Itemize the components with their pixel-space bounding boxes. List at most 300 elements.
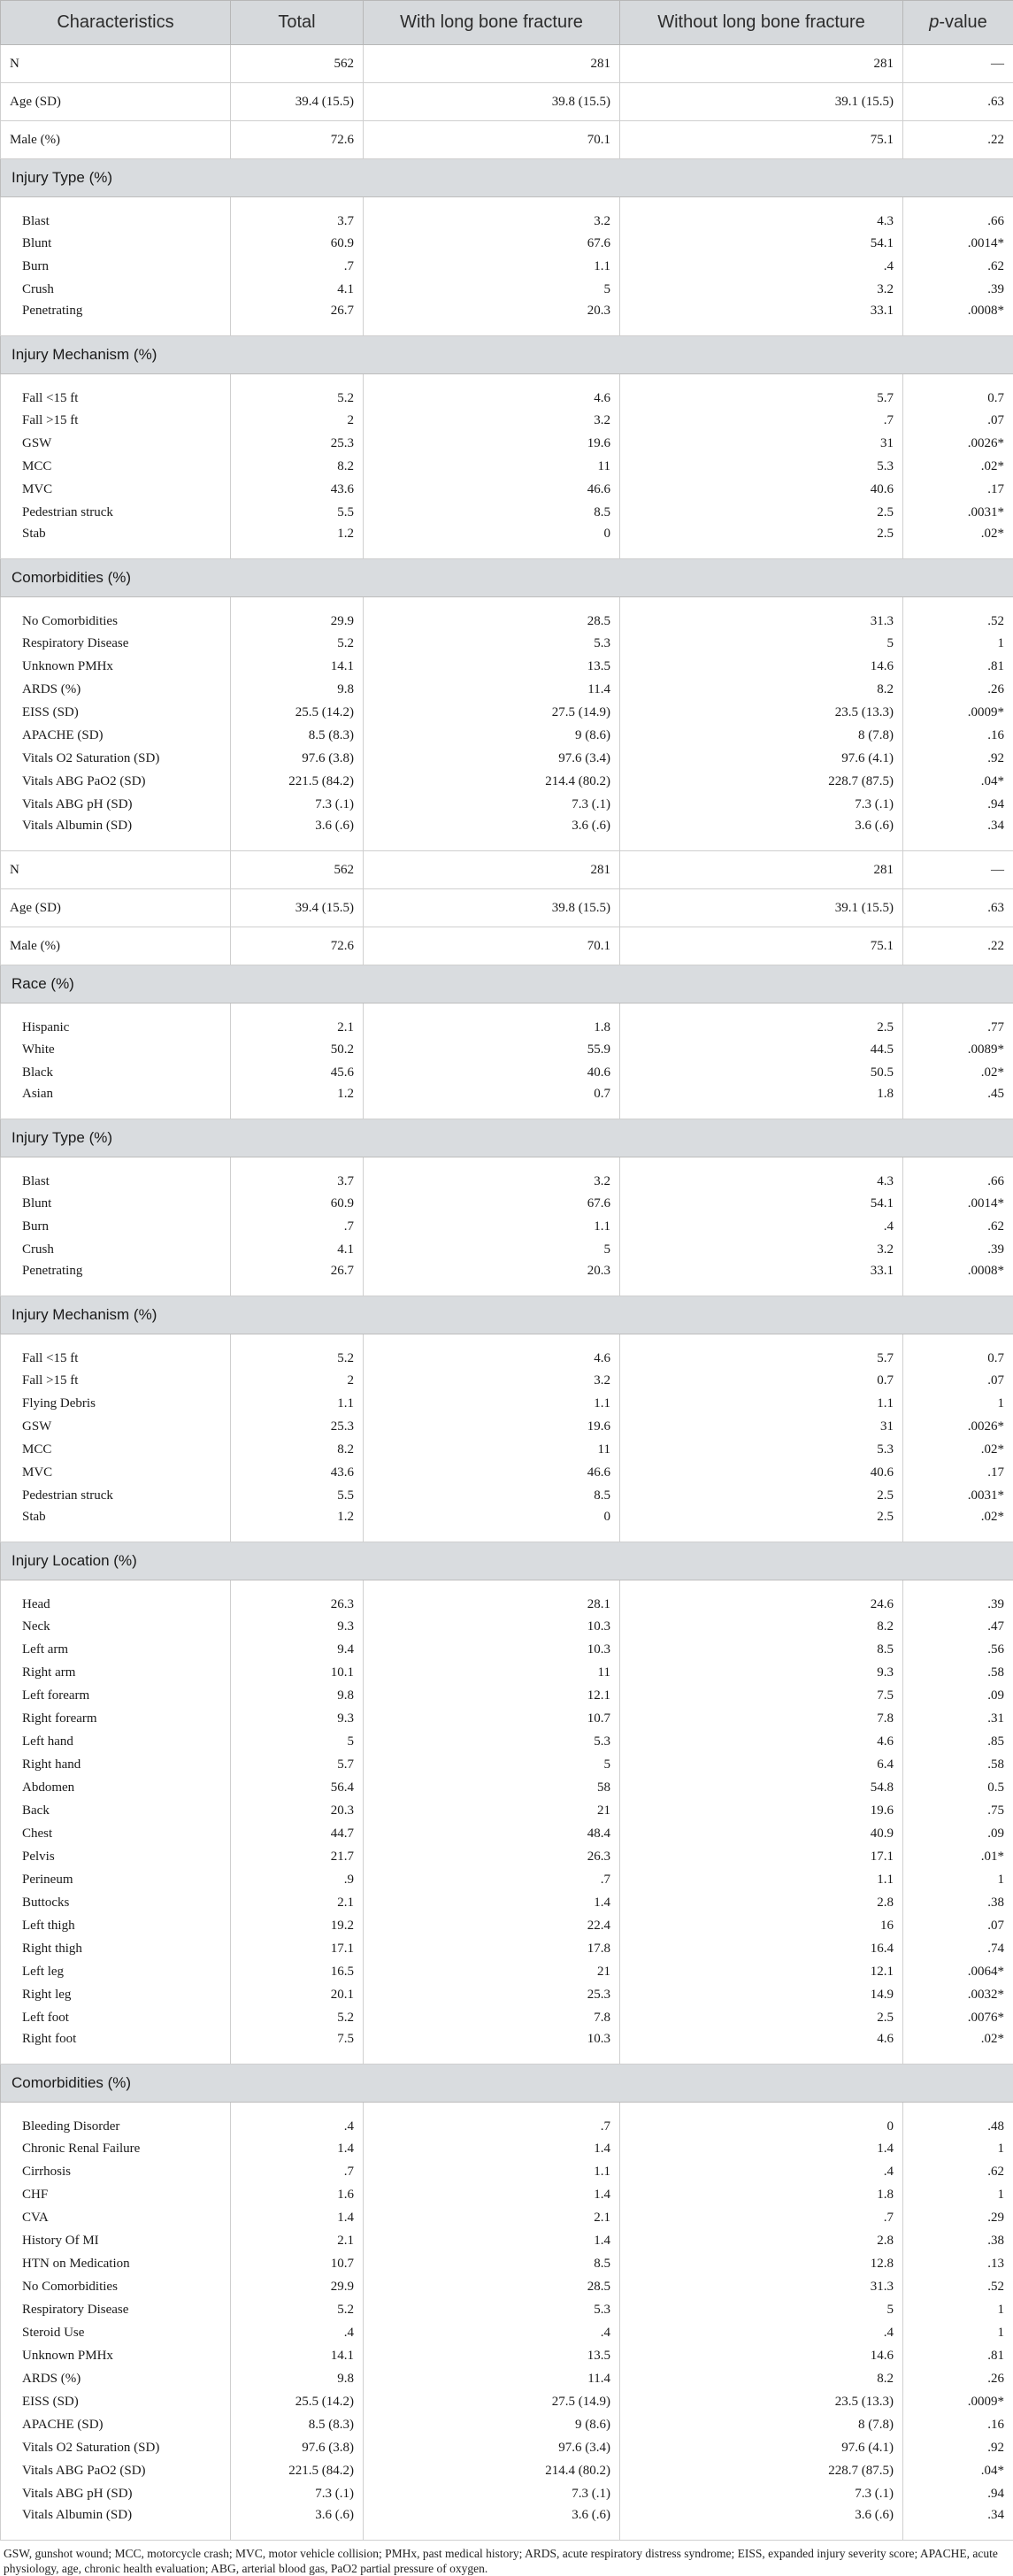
header-with-fracture: With long bone fracture	[364, 1, 620, 45]
with-fracture-cell: 5.3	[364, 2298, 620, 2321]
with-fracture-cell: 4.6	[364, 1334, 620, 1370]
without-fracture-cell: 1.1	[620, 1392, 903, 1415]
with-fracture-cell: 214.4 (80.2)	[364, 770, 620, 793]
characteristic-cell: Left forearm	[1, 1684, 231, 1707]
p-value-cell: .39	[903, 1580, 1013, 1616]
p-value-cell: .81	[903, 2344, 1013, 2367]
characteristic-cell: EISS (SD)	[1, 701, 231, 724]
without-fracture-cell: 8.5	[620, 1638, 903, 1661]
with-fracture-cell: 21	[364, 1960, 620, 1983]
with-fracture-cell: 19.6	[364, 1415, 620, 1438]
with-fracture-cell: 10.3	[364, 2029, 620, 2065]
p-value-cell: .22	[903, 121, 1013, 159]
p-value-cell: .0009*	[903, 701, 1013, 724]
p-value-cell: .34	[903, 816, 1013, 851]
total-cell: 1.2	[231, 1507, 364, 1542]
table-row	[1, 2103, 1013, 2138]
with-fracture-cell: 9 (8.6)	[364, 2413, 620, 2436]
total-cell: 29.9	[231, 2275, 364, 2298]
characteristic-cell: No Comorbidities	[1, 597, 231, 633]
without-fracture-cell: 31	[620, 432, 903, 455]
section-title: Race (%)	[1, 965, 1013, 1003]
table-row	[1, 597, 1013, 633]
with-fracture-cell: 17.8	[364, 1937, 620, 1960]
total-cell: 8.5 (8.3)	[231, 2413, 364, 2436]
p-value-cell: .47	[903, 1615, 1013, 1638]
p-value-cell: .39	[903, 278, 1013, 301]
p-value-cell: .92	[903, 747, 1013, 770]
table-row	[1, 1392, 1013, 1415]
characteristic-cell: Right hand	[1, 1753, 231, 1776]
table-row	[1, 632, 1013, 655]
total-cell: 50.2	[231, 1038, 364, 1061]
p-letter: p	[929, 12, 939, 32]
without-fracture-cell: 23.5 (13.3)	[620, 2390, 903, 2413]
total-cell: 45.6	[231, 1061, 364, 1084]
total-cell: 43.6	[231, 478, 364, 501]
with-fracture-cell: 28.5	[364, 597, 620, 633]
table-row	[1, 1084, 1013, 1119]
p-value-cell: .66	[903, 1157, 1013, 1193]
total-cell: 3.6 (.6)	[231, 816, 364, 851]
without-fracture-cell: 4.6	[620, 1730, 903, 1753]
characteristic-cell: GSW	[1, 1415, 231, 1438]
with-fracture-cell: 0.7	[364, 1084, 620, 1119]
with-fracture-cell: 25.3	[364, 1983, 620, 2006]
table-row	[1, 409, 1013, 432]
total-cell: 5.7	[231, 1753, 364, 1776]
table-row	[1, 678, 1013, 701]
p-value-cell: .52	[903, 2275, 1013, 2298]
table-row	[1, 816, 1013, 851]
with-fracture-cell: 10.3	[364, 1638, 620, 1661]
characteristic-cell: Male (%)	[1, 927, 231, 965]
section-header-row	[1, 1542, 1013, 1580]
characteristic-cell: Penetrating	[1, 1261, 231, 1296]
without-fracture-cell: .4	[620, 1215, 903, 1238]
table-row	[1, 2006, 1013, 2029]
with-fracture-cell: 3.2	[364, 197, 620, 233]
p-value-cell: .16	[903, 724, 1013, 747]
table-row	[1, 255, 1013, 278]
without-fracture-cell: 54.8	[620, 1776, 903, 1799]
without-fracture-cell: 39.1 (15.5)	[620, 83, 903, 121]
table-row	[1, 1684, 1013, 1707]
p-value-cell: 0.7	[903, 1334, 1013, 1370]
total-cell: 5.2	[231, 2298, 364, 2321]
total-cell: 8.5 (8.3)	[231, 724, 364, 747]
characteristic-cell: Hispanic	[1, 1003, 231, 1039]
total-cell: 97.6 (3.8)	[231, 747, 364, 770]
without-fracture-cell: 14.6	[620, 2344, 903, 2367]
without-fracture-cell: 97.6 (4.1)	[620, 2436, 903, 2459]
without-fracture-cell: 14.6	[620, 655, 903, 678]
total-cell: 60.9	[231, 232, 364, 255]
with-fracture-cell: 67.6	[364, 1192, 620, 1215]
total-cell: 20.1	[231, 1983, 364, 2006]
table-row	[1, 197, 1013, 233]
with-fracture-cell: 7.3 (.1)	[364, 2482, 620, 2505]
table-row	[1, 2298, 1013, 2321]
without-fracture-cell: 2.8	[620, 2229, 903, 2252]
with-fracture-cell: 8.5	[364, 501, 620, 524]
table-row	[1, 455, 1013, 478]
table-row	[1, 1799, 1013, 1822]
with-fracture-cell: 67.6	[364, 232, 620, 255]
characteristic-cell: Stab	[1, 1507, 231, 1542]
without-fracture-cell: 7.3 (.1)	[620, 2482, 903, 2505]
characteristic-cell: Left hand	[1, 1730, 231, 1753]
without-fracture-cell: .4	[620, 255, 903, 278]
p-value-cell: .0026*	[903, 432, 1013, 455]
without-fracture-cell: 281	[620, 851, 903, 889]
table-row	[1, 1960, 1013, 1983]
table-row	[1, 501, 1013, 524]
with-fracture-cell: 48.4	[364, 1822, 620, 1845]
characteristic-cell: History Of MI	[1, 2229, 231, 2252]
with-fracture-cell: 3.2	[364, 1157, 620, 1193]
table-row	[1, 2436, 1013, 2459]
with-fracture-cell: .4	[364, 2321, 620, 2344]
p-value-cell: .94	[903, 793, 1013, 816]
without-fracture-cell: 5	[620, 2298, 903, 2321]
with-fracture-cell: 22.4	[364, 1914, 620, 1937]
without-fracture-cell: 8.2	[620, 678, 903, 701]
characteristic-cell: Left thigh	[1, 1914, 231, 1937]
table-row	[1, 2482, 1013, 2505]
without-fracture-cell: 2.8	[620, 1891, 903, 1914]
p-value-cell: .0026*	[903, 1415, 1013, 1438]
p-value-cell: .38	[903, 2229, 1013, 2252]
p-value-cell: .45	[903, 1084, 1013, 1119]
total-cell: 2.1	[231, 2229, 364, 2252]
with-fracture-cell: 1.4	[364, 1891, 620, 1914]
characteristic-cell: Pedestrian struck	[1, 501, 231, 524]
table-row	[1, 1615, 1013, 1638]
total-cell: 1.2	[231, 524, 364, 559]
with-fracture-cell: 1.1	[364, 255, 620, 278]
without-fracture-cell: 9.3	[620, 1661, 903, 1684]
p-value-cell: .34	[903, 2505, 1013, 2541]
total-cell: 17.1	[231, 1937, 364, 1960]
with-fracture-cell: 97.6 (3.4)	[364, 2436, 620, 2459]
characteristic-cell: Pedestrian struck	[1, 1484, 231, 1507]
section-header-row	[1, 559, 1013, 597]
characteristic-cell: Blast	[1, 197, 231, 233]
without-fracture-cell: 3.2	[620, 1238, 903, 1261]
section-title: Injury Type (%)	[1, 159, 1013, 197]
total-cell: 9.3	[231, 1707, 364, 1730]
total-cell: 9.3	[231, 1615, 364, 1638]
total-cell: 72.6	[231, 927, 364, 965]
total-cell: 8.2	[231, 455, 364, 478]
without-fracture-cell: 0.7	[620, 1369, 903, 1392]
table-row	[1, 1192, 1013, 1215]
with-fracture-cell: 8.5	[364, 1484, 620, 1507]
p-value-cell: .07	[903, 1914, 1013, 1937]
without-fracture-cell: 8.2	[620, 2367, 903, 2390]
characteristic-cell: Unknown PMHx	[1, 2344, 231, 2367]
characteristic-cell: Right leg	[1, 1983, 231, 2006]
p-value-cell: .0014*	[903, 232, 1013, 255]
characteristic-cell: Fall <15 ft	[1, 374, 231, 410]
with-fracture-cell: 39.8 (15.5)	[364, 889, 620, 927]
p-value-cell: .26	[903, 678, 1013, 701]
p-value-cell: .09	[903, 1684, 1013, 1707]
total-cell: 10.1	[231, 1661, 364, 1684]
table-row	[1, 1061, 1013, 1084]
with-fracture-cell: 46.6	[364, 478, 620, 501]
table-row	[1, 1914, 1013, 1937]
characteristic-cell: Respiratory Disease	[1, 2298, 231, 2321]
without-fracture-cell: 2.5	[620, 501, 903, 524]
total-cell: 8.2	[231, 1438, 364, 1461]
without-fracture-cell: 19.6	[620, 1799, 903, 1822]
table-row	[1, 232, 1013, 255]
with-fracture-cell: 7.3 (.1)	[364, 793, 620, 816]
p-value-cell: .04*	[903, 2459, 1013, 2482]
table-row	[1, 1822, 1013, 1845]
without-fracture-cell: 0	[620, 2103, 903, 2138]
p-value-cell: .62	[903, 1215, 1013, 1238]
p-value-cell: .16	[903, 2413, 1013, 2436]
table-row	[1, 1753, 1013, 1776]
characteristic-cell: N	[1, 45, 231, 83]
table-row	[1, 1707, 1013, 1730]
with-fracture-cell: 0	[364, 524, 620, 559]
total-cell: 5	[231, 1730, 364, 1753]
with-fracture-cell: 55.9	[364, 1038, 620, 1061]
section-title: Comorbidities (%)	[1, 559, 1013, 597]
characteristic-cell: Crush	[1, 1238, 231, 1261]
total-cell: 39.4 (15.5)	[231, 83, 364, 121]
p-value-cell: .39	[903, 1238, 1013, 1261]
with-fracture-cell: 28.5	[364, 2275, 620, 2298]
with-fracture-cell: 7.8	[364, 2006, 620, 2029]
characteristic-cell: Right arm	[1, 1661, 231, 1684]
table-row	[1, 2029, 1013, 2065]
p-value-cell: .0076*	[903, 2006, 1013, 2029]
total-cell: 25.5 (14.2)	[231, 2390, 364, 2413]
without-fracture-cell: 3.6 (.6)	[620, 816, 903, 851]
without-fracture-cell: 75.1	[620, 927, 903, 965]
without-fracture-cell: 4.3	[620, 1157, 903, 1193]
p-value-cell: .02*	[903, 2029, 1013, 2065]
with-fracture-cell: 12.1	[364, 1684, 620, 1707]
table-row	[1, 724, 1013, 747]
characteristic-cell: Penetrating	[1, 301, 231, 336]
without-fracture-cell: 7.3 (.1)	[620, 793, 903, 816]
table-header	[1, 1, 1013, 45]
without-fracture-cell: 6.4	[620, 1753, 903, 1776]
without-fracture-cell: 8 (7.8)	[620, 724, 903, 747]
table-row	[1, 1238, 1013, 1261]
total-cell: 25.3	[231, 432, 364, 455]
with-fracture-cell: 3.6 (.6)	[364, 2505, 620, 2541]
p-value-cell: .63	[903, 83, 1013, 121]
total-cell: 60.9	[231, 1192, 364, 1215]
with-fracture-cell: 19.6	[364, 432, 620, 455]
without-fracture-cell: .4	[620, 2321, 903, 2344]
total-cell: 39.4 (15.5)	[231, 889, 364, 927]
with-fracture-cell: 1.4	[364, 2183, 620, 2206]
characteristic-cell: Age (SD)	[1, 83, 231, 121]
header-row	[1, 1, 1013, 45]
without-fracture-cell: 281	[620, 45, 903, 83]
total-cell: 3.7	[231, 197, 364, 233]
p-value-cell: .02*	[903, 1061, 1013, 1084]
without-fracture-cell: 24.6	[620, 1580, 903, 1616]
total-cell: 20.3	[231, 1799, 364, 1822]
without-fracture-cell: 4.6	[620, 2029, 903, 2065]
characteristic-cell: Back	[1, 1799, 231, 1822]
table-row	[1, 278, 1013, 301]
with-fracture-cell: 11.4	[364, 678, 620, 701]
section-title: Injury Type (%)	[1, 1119, 1013, 1157]
without-fracture-cell: 2.5	[620, 1003, 903, 1039]
characteristic-cell: Vitals ABG pH (SD)	[1, 2482, 231, 2505]
total-cell: 7.5	[231, 2029, 364, 2065]
table-row	[1, 1038, 1013, 1061]
total-cell: 72.6	[231, 121, 364, 159]
section-header-row	[1, 2065, 1013, 2103]
total-cell: 5.2	[231, 632, 364, 655]
characteristic-cell: Perineum	[1, 1868, 231, 1891]
characteristic-cell: Neck	[1, 1615, 231, 1638]
table-row	[1, 2183, 1013, 2206]
total-cell: 3.7	[231, 1157, 364, 1193]
table-row	[1, 770, 1013, 793]
characteristic-cell: Bleeding Disorder	[1, 2103, 231, 2138]
without-fracture-cell: .4	[620, 2160, 903, 2183]
p-value-cell: 0.7	[903, 374, 1013, 410]
without-fracture-cell: 2.5	[620, 524, 903, 559]
table-row	[1, 2137, 1013, 2160]
p-value-cell: 0.5	[903, 1776, 1013, 1799]
characteristic-cell: N	[1, 851, 231, 889]
table-row	[1, 747, 1013, 770]
with-fracture-cell: 5.3	[364, 1730, 620, 1753]
table-row	[1, 793, 1013, 816]
p-value-cell: .02*	[903, 455, 1013, 478]
with-fracture-cell: 1.8	[364, 1003, 620, 1039]
table-row	[1, 121, 1013, 159]
with-fracture-cell: 40.6	[364, 1061, 620, 1084]
p-value-cell: .0031*	[903, 1484, 1013, 1507]
total-cell: 5.2	[231, 374, 364, 410]
p-value-cell: .07	[903, 1369, 1013, 1392]
p-value-cell: .52	[903, 597, 1013, 633]
with-fracture-cell: 27.5 (14.9)	[364, 2390, 620, 2413]
table-row	[1, 2229, 1013, 2252]
table-row	[1, 1638, 1013, 1661]
total-cell: 1.1	[231, 1392, 364, 1415]
characteristic-cell: Right foot	[1, 2029, 231, 2065]
with-fracture-cell: 11	[364, 1438, 620, 1461]
without-fracture-cell: 8 (7.8)	[620, 2413, 903, 2436]
p-value-cell: .02*	[903, 1507, 1013, 1542]
characteristic-cell: CHF	[1, 2183, 231, 2206]
with-fracture-cell: 10.7	[364, 1707, 620, 1730]
with-fracture-cell: 1.4	[364, 2137, 620, 2160]
with-fracture-cell: 58	[364, 1776, 620, 1799]
total-cell: 43.6	[231, 1461, 364, 1484]
p-value-cell: .0009*	[903, 2390, 1013, 2413]
with-fracture-cell: 214.4 (80.2)	[364, 2459, 620, 2482]
table-row	[1, 2252, 1013, 2275]
with-fracture-cell: 5	[364, 278, 620, 301]
p-value-cell: .62	[903, 2160, 1013, 2183]
p-value-cell: 1	[903, 1868, 1013, 1891]
with-fracture-cell: 21	[364, 1799, 620, 1822]
header-characteristics: Characteristics	[1, 1, 231, 45]
with-fracture-cell: .7	[364, 1868, 620, 1891]
total-cell: 26.7	[231, 301, 364, 336]
table-row	[1, 1776, 1013, 1799]
characteristic-cell: Blunt	[1, 1192, 231, 1215]
p-value-cell: .0014*	[903, 1192, 1013, 1215]
without-fracture-cell: 33.1	[620, 301, 903, 336]
table-footnote: GSW, gunshot wound; MCC, motorcycle crash; MVC, motor vehicle collision; PMHx, past medical history; ARDS, acute respiratory distress syndrome; EISS, expanded injury severity score; APACHE, acute physiology, age, chronic health evaluation; ABG, arterial blood gas, PaO2 partial pressure of oxygen.	[0, 2541, 1013, 2576]
without-fracture-cell: 17.1	[620, 1845, 903, 1868]
section-title: Injury Location (%)	[1, 1542, 1013, 1580]
p-value-cell: .01*	[903, 1845, 1013, 1868]
without-fracture-cell: 31	[620, 1415, 903, 1438]
characteristic-cell: Vitals ABG PaO2 (SD)	[1, 2459, 231, 2482]
with-fracture-cell: 5	[364, 1238, 620, 1261]
characteristic-cell: Flying Debris	[1, 1392, 231, 1415]
total-cell: 7.3 (.1)	[231, 793, 364, 816]
with-fracture-cell: 1.4	[364, 2229, 620, 2252]
table-row	[1, 1461, 1013, 1484]
without-fracture-cell: 12.8	[620, 2252, 903, 2275]
total-cell: 5.2	[231, 2006, 364, 2029]
without-fracture-cell: 2.5	[620, 2006, 903, 2029]
table-row	[1, 1484, 1013, 1507]
characteristic-cell: Burn	[1, 255, 231, 278]
table-row	[1, 432, 1013, 455]
total-cell: 221.5 (84.2)	[231, 770, 364, 793]
p-value-cell: .85	[903, 1730, 1013, 1753]
without-fracture-cell: .7	[620, 409, 903, 432]
without-fracture-cell: 228.7 (87.5)	[620, 770, 903, 793]
with-fracture-cell: 97.6 (3.4)	[364, 747, 620, 770]
with-fracture-cell: 10.3	[364, 1615, 620, 1638]
with-fracture-cell: 20.3	[364, 301, 620, 336]
total-cell: 26.7	[231, 1261, 364, 1296]
p-value-cell: .29	[903, 2206, 1013, 2229]
section-title: Injury Mechanism (%)	[1, 336, 1013, 374]
table-row	[1, 1003, 1013, 1039]
characteristic-cell: Vitals O2 Saturation (SD)	[1, 747, 231, 770]
total-cell: 16.5	[231, 1960, 364, 1983]
characteristic-cell: Vitals ABG pH (SD)	[1, 793, 231, 816]
table-row	[1, 1983, 1013, 2006]
total-cell: 56.4	[231, 1776, 364, 1799]
section-header-row	[1, 1296, 1013, 1334]
total-cell: 97.6 (3.8)	[231, 2436, 364, 2459]
characteristic-cell: Vitals Albumin (SD)	[1, 816, 231, 851]
characteristic-cell: MCC	[1, 455, 231, 478]
p-value-cell: .09	[903, 1822, 1013, 1845]
characteristic-cell: APACHE (SD)	[1, 2413, 231, 2436]
with-fracture-cell: 1.1	[364, 1392, 620, 1415]
without-fracture-cell: 31.3	[620, 2275, 903, 2298]
total-cell: 3.6 (.6)	[231, 2505, 364, 2541]
characteristic-cell: White	[1, 1038, 231, 1061]
characteristic-cell: Blunt	[1, 232, 231, 255]
without-fracture-cell: 14.9	[620, 1983, 903, 2006]
